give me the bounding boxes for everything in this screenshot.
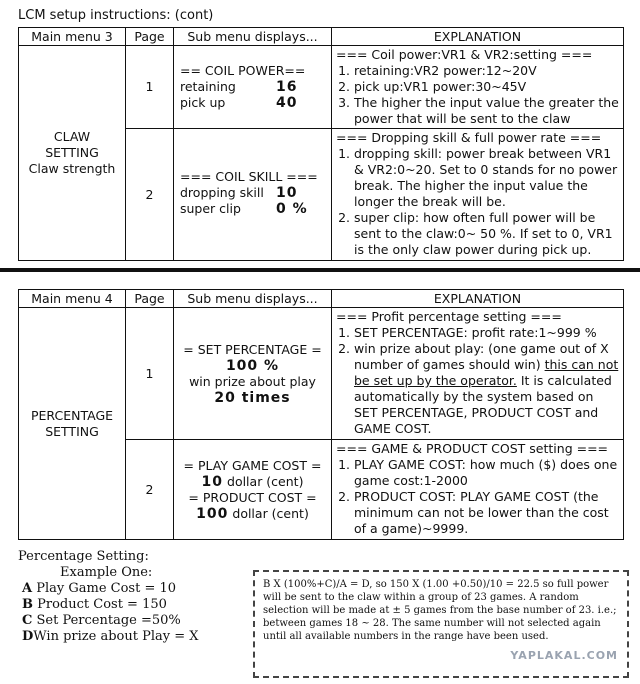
explanation-cell: [332, 46, 624, 129]
sub-menu-line: [180, 201, 331, 217]
sub-menu-cell: [174, 440, 332, 540]
setting-label: retaining: [180, 79, 236, 94]
sub-menu-title: == COIL POWER==: [180, 63, 306, 78]
sub-menu-line: [174, 474, 331, 490]
setting-value: 20 times: [214, 389, 291, 406]
header-sub-menu: Sub menu displays...: [174, 290, 332, 308]
list-item: [18, 629, 199, 645]
setting-unit: dollar (cent): [228, 505, 309, 521]
list-item-text: win prize about play: (one game out of X number of games should win): [354, 341, 609, 372]
menu-label-line: CLAW: [53, 129, 91, 144]
list-item: [18, 613, 199, 629]
explanation-title: === Dropping skill & full power rate ===: [336, 130, 602, 145]
menu-label-cell: [19, 46, 126, 261]
sub-menu-cell: [174, 129, 332, 261]
list-item: 1. PLAY GAME COST: how much ($) does one game cost:1-2000: [354, 457, 619, 489]
page-number: 1: [126, 46, 174, 129]
explanation-title: === Coil power:VR1 & VR2:setting ===: [336, 47, 593, 62]
page-number: 1: [126, 308, 174, 440]
menu-label-line: PERCENTAGE: [30, 407, 114, 423]
sub-menu-cell: [174, 46, 332, 129]
setting-value: 0 %: [276, 201, 308, 217]
list-item: 2. pick up:VR1 power:30~45V: [354, 79, 619, 95]
header-explanation: EXPLANATION: [332, 28, 624, 46]
menu-label-cell: [19, 308, 126, 540]
setting-value: 10: [201, 473, 224, 490]
explanation-list: [336, 146, 619, 258]
explanation-list: [336, 63, 619, 127]
setting-label: dropping skill: [180, 185, 264, 200]
sub-menu-line: [174, 506, 331, 522]
explanation-cell: [332, 129, 624, 261]
example-section: [18, 549, 199, 645]
explanation-title: === GAME & PRODUCT COST setting ===: [336, 441, 609, 456]
list-item: [18, 581, 199, 597]
sub-menu-title: = SET PERCENTAGE =: [183, 341, 322, 357]
sub-menu-cell: [174, 308, 332, 440]
sub-menu-title: === COIL SKILL ===: [180, 169, 318, 184]
list-item: [18, 597, 199, 613]
setting-value: 40: [276, 95, 298, 111]
sub-menu-title: = PRODUCT COST =: [188, 489, 317, 505]
example-subheading: Example One:: [60, 565, 153, 580]
example-heading: Percentage Setting:: [18, 549, 149, 564]
header-main-menu: Main menu 3: [19, 28, 126, 46]
page-number: 2: [126, 440, 174, 540]
setting-value: 100 %: [225, 357, 280, 374]
example-letter: D: [22, 629, 34, 644]
sub-menu-line: [180, 95, 331, 111]
example-text: Play Game Cost = 10: [32, 581, 177, 596]
page-title: LCM setup instructions: (cont): [18, 8, 214, 23]
calculation-note: B X (100%+C)/A = D, so 150 X (1.00 +0.50)/10 = 22.5 so full power will be sent to the claw within a group of 23 games. A random selection will be made at ± 5 games from the base number of 23. i.e.; between games 18 ~ 28. The same number will not selected again until all available numbers in the range have been used.: [263, 579, 617, 642]
list-item: 1. SET PERCENTAGE: profit rate:1~999 %: [354, 325, 619, 341]
list-item: [354, 341, 619, 437]
table-row: [19, 46, 624, 129]
table-header-row: [19, 290, 624, 308]
list-item: 1. retaining:VR2 power:12~20V: [354, 63, 619, 79]
setting-value: 16: [276, 79, 298, 95]
claw-setting-table: [18, 27, 624, 261]
setting-value: 100: [196, 505, 229, 522]
setting-unit: dollar (cent): [223, 473, 304, 489]
sub-menu-title: = PLAY GAME COST =: [183, 457, 322, 473]
section-divider: [0, 268, 640, 272]
header-page: Page: [126, 290, 174, 308]
setting-label: pick up: [180, 95, 226, 110]
sub-menu-line: [180, 79, 331, 95]
watermark: YAPLAKAL.COM: [510, 649, 618, 662]
sub-menu-line: [180, 185, 331, 201]
setting-value: 10: [276, 185, 298, 201]
list-item-text: It is calculated automatically by the system based on SET PERCENTAGE, PRODUCT COST and GAME COST.: [354, 373, 612, 436]
underlined-note: this can not be set up by the operator.: [354, 357, 619, 388]
explanation-list: [336, 457, 619, 537]
explanation-cell: [332, 440, 624, 540]
header-main-menu: Main menu 4: [19, 290, 126, 308]
example-text: Win prize about Play = X: [33, 629, 199, 644]
explanation-list: [336, 325, 619, 437]
explanation-cell: [332, 308, 624, 440]
percentage-setting-table: [18, 289, 624, 540]
example-text: Product Cost = 150: [33, 597, 167, 612]
page-number: 2: [126, 129, 174, 261]
sub-menu-line: win prize about play: [189, 373, 316, 389]
example-letter: C: [22, 613, 33, 628]
table-header-row: [19, 28, 624, 46]
explanation-title: === Profit percentage setting ===: [336, 309, 562, 324]
example-letter: A: [22, 581, 33, 596]
header-page: Page: [126, 28, 174, 46]
header-explanation: EXPLANATION: [332, 290, 624, 308]
example-text: Set Percentage =50%: [32, 613, 181, 628]
list-item: 2. PRODUCT COST: PLAY GAME COST (the minimum can not be lower than the cost of a game)~9999.: [354, 489, 619, 537]
setting-label: super clip: [180, 201, 241, 216]
menu-label-line: SETTING: [45, 423, 99, 439]
menu-label-line: Claw strength: [28, 161, 116, 176]
header-sub-menu: Sub menu displays...: [174, 28, 332, 46]
list-item: 1. dropping skill: power break between VR1 & VR2:0~20. Set to 0 stands for no power break. The higher the input value the longer the break will be.: [354, 146, 619, 210]
list-item: 2. super clip: how often full power will be sent to the claw:0~ 50 %. If set to 0, VR1 is the only claw power during pick up.: [354, 210, 619, 258]
table-row: [19, 308, 624, 440]
list-item: 3. The higher the input value the greater the power that will be sent to the claw: [354, 95, 619, 127]
menu-label-line: SETTING: [45, 145, 99, 160]
example-letter: B: [22, 597, 33, 612]
